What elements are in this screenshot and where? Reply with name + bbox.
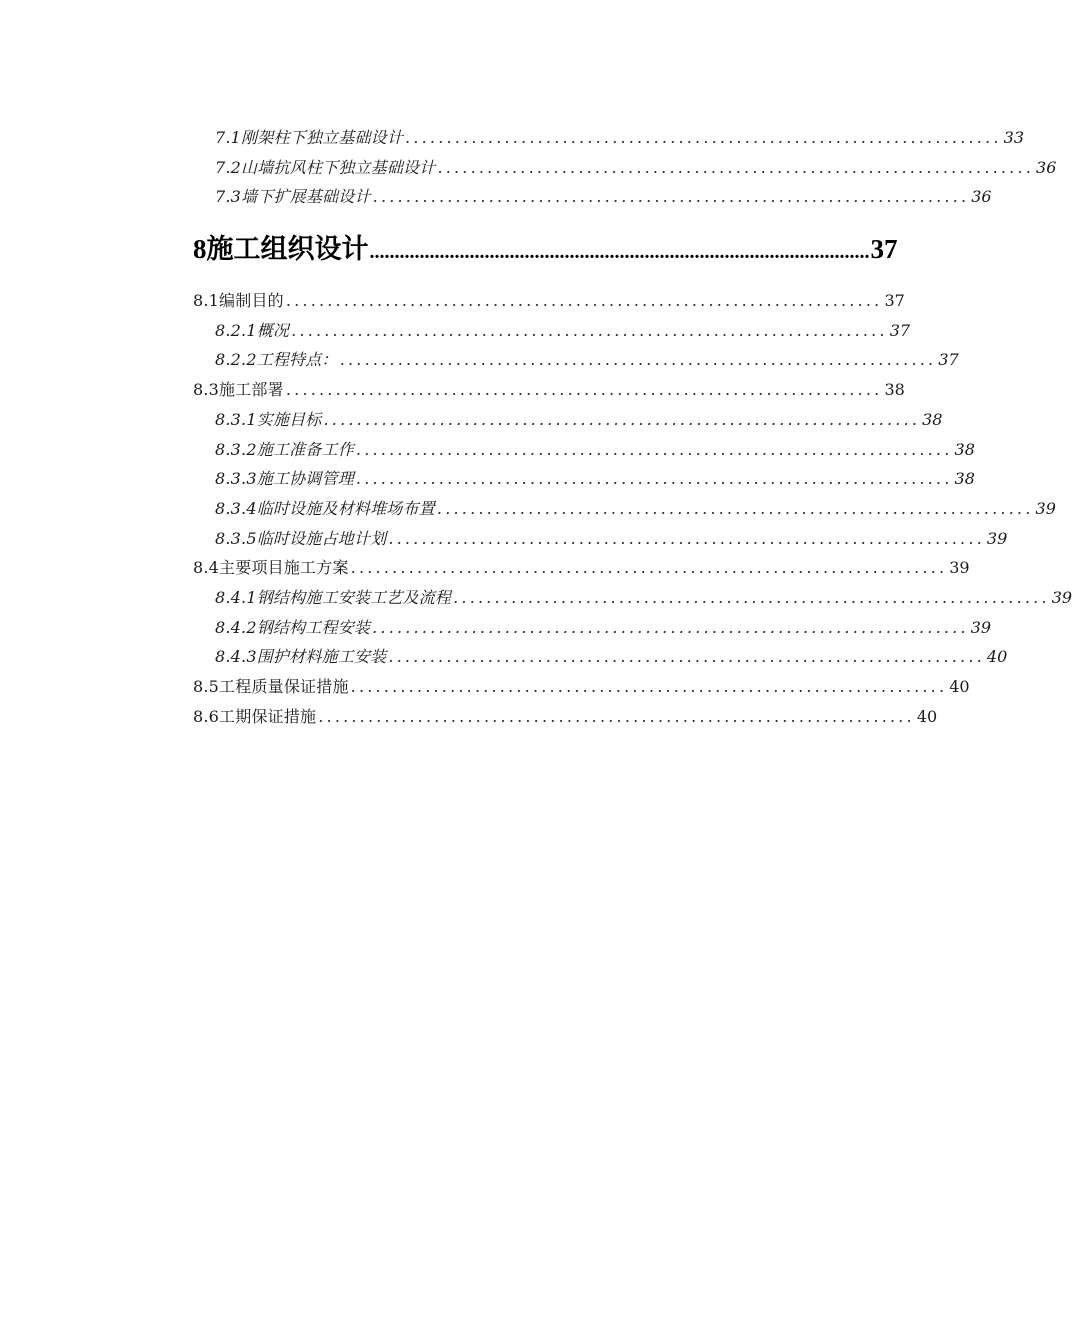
- toc-page-number: 37: [889, 320, 911, 340]
- toc-page-number: 38: [954, 439, 975, 459]
- toc-entry[interactable]: [193, 286, 905, 316]
- toc-entry-label: 8.4.1钢结构施工安装工艺及流程: [215, 587, 452, 607]
- toc-leader-dots: ........................................................................: [436, 498, 1034, 518]
- toc-leader-dots: ....................................................................................................: [369, 241, 870, 264]
- toc-entry-label: 7.1刚架柱下独立基础设计: [215, 128, 404, 147]
- toc-entry[interactable]: [193, 583, 1072, 613]
- toc-entry-label: 8.3.4临时设施及材料堆场布置: [215, 498, 435, 518]
- toc-leader-dots: ........................................................................: [285, 380, 883, 400]
- toc-leader-dots: ........................................................................: [350, 677, 948, 696]
- toc-entry-label: 8.4.2钢结构工程安装: [215, 617, 371, 637]
- toc-chapter-8[interactable]: [193, 226, 898, 272]
- toc-leader-dots: ........................................................................: [350, 558, 948, 578]
- toc-page-number: 36: [1036, 157, 1057, 177]
- toc-entry[interactable]: [193, 494, 1056, 524]
- toc-entry-label: 8.4.3围护材料施工安装: [215, 647, 387, 667]
- toc-page-number: 37: [870, 234, 898, 265]
- toc-page-number: 40: [949, 677, 970, 696]
- toc-page-number: 38: [954, 469, 975, 489]
- toc-leader-dots: ........................................................................: [372, 617, 969, 637]
- toc-entry-label: 7.3墙下扩展基础设计: [215, 187, 371, 207]
- toc-leader-dots: ........................................................................: [405, 128, 1002, 147]
- toc-page-number: 39: [986, 528, 1008, 548]
- toc-entry-label: 8.2.1概况: [215, 320, 290, 340]
- toc-page-number: 39: [949, 558, 970, 578]
- toc-leader-dots: ........................................................................: [388, 647, 985, 667]
- toc-entry[interactable]: [193, 553, 970, 583]
- toc-entry-label: 8.6工期保证措施: [193, 706, 317, 726]
- toc-page-number: 40: [986, 647, 1008, 667]
- toc-entry[interactable]: [193, 702, 938, 732]
- table-of-contents: [193, 123, 1072, 731]
- toc-entry-label: 8.2.2工程特点：: [215, 350, 338, 370]
- toc-leader-dots: ........................................................................: [318, 706, 915, 726]
- toc-chapter-8-entries: [193, 286, 1072, 731]
- toc-entry-7-1[interactable]: [193, 123, 1024, 153]
- toc-leader-dots: ........................................................................: [355, 439, 953, 459]
- toc-entry-label: 8.3.5临时设施占地计划: [215, 528, 387, 548]
- toc-entry[interactable]: [193, 613, 992, 643]
- toc-entry[interactable]: [193, 316, 911, 346]
- toc-entry[interactable]: [193, 642, 1008, 672]
- toc-entry-label: 7.2山墙抗风柱下独立基础设计: [215, 157, 436, 177]
- toc-leader-dots: ........................................................................: [323, 409, 921, 429]
- toc-entry-label: 8.3.2施工准备工作: [215, 439, 354, 459]
- toc-page-number: 36: [971, 187, 992, 207]
- toc-entry[interactable]: [193, 435, 975, 465]
- toc-page-number: 37: [938, 350, 959, 370]
- toc-entry[interactable]: [193, 524, 1008, 554]
- toc-page-number: 38: [884, 380, 905, 400]
- toc-leader-dots: ........................................................................: [437, 157, 1035, 177]
- toc-entry-label: 8.3.3施工协调管理: [215, 469, 354, 489]
- toc-entry-7-3[interactable]: [193, 182, 992, 212]
- toc-page-number: 39: [970, 617, 992, 637]
- toc-leader-dots: ........................................................................: [453, 587, 1050, 607]
- toc-page-number: 40: [916, 706, 938, 726]
- toc-leader-dots: ........................................................................: [291, 320, 888, 340]
- toc-entry[interactable]: [193, 375, 905, 405]
- toc-leader-dots: ........................................................................: [339, 350, 937, 370]
- toc-entry-label: 8.3.1实施目标: [215, 409, 322, 429]
- toc-entry-label: 8.1编制目的: [193, 291, 284, 311]
- toc-entry[interactable]: [193, 464, 975, 494]
- toc-leader-dots: ........................................................................: [285, 291, 883, 311]
- toc-leader-dots: ........................................................................: [372, 187, 970, 207]
- toc-page-number: 33: [1003, 128, 1024, 147]
- toc-leader-dots: ........................................................................: [355, 469, 953, 489]
- toc-entry[interactable]: [193, 672, 970, 702]
- toc-entry[interactable]: [193, 345, 959, 375]
- toc-leader-dots: ........................................................................: [388, 528, 985, 548]
- toc-page-number: 39: [1035, 498, 1056, 518]
- toc-entry[interactable]: [193, 405, 943, 435]
- toc-entry-label: 8.5工程质量保证措施: [193, 677, 349, 696]
- toc-entry-label: 8.3施工部署: [193, 380, 284, 400]
- toc-entry-7-2[interactable]: [193, 153, 1057, 183]
- toc-page-number: 38: [922, 409, 943, 429]
- toc-entry-label: 8.4主要项目施工方案: [193, 558, 349, 578]
- toc-page-number: 39: [1051, 587, 1072, 607]
- toc-page-number: 37: [884, 291, 905, 311]
- toc-chapter-label: 8施工组织设计: [193, 234, 369, 265]
